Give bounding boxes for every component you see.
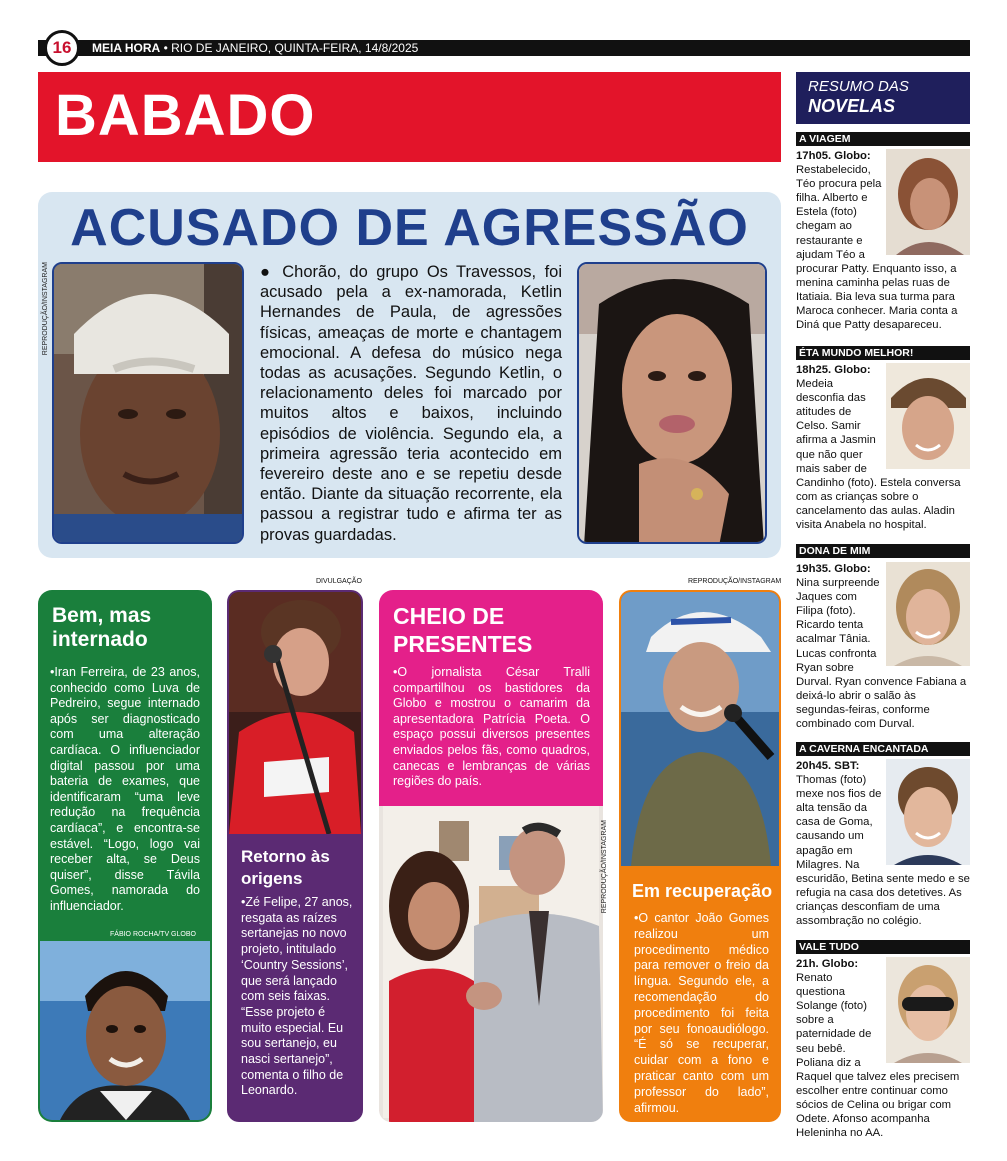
- novela-time: 21h. Globo:: [796, 958, 859, 970]
- novela-summary: [796, 957, 970, 1140]
- story-title: Retorno às origens: [241, 847, 330, 888]
- novela-name: A CAVERNA ENCANTADA: [796, 742, 970, 756]
- photo-credit: DIVULGAÇÃO: [316, 578, 362, 585]
- story-title: Em recuperação: [632, 881, 773, 901]
- photo-credit: REPRODUÇÃO/INSTAGRAM: [601, 820, 608, 914]
- photo-credit: FÁBIO ROCHA/TV GLOBO: [110, 931, 196, 938]
- photo-thomas: [886, 759, 970, 865]
- photo-credit: REPRODUÇÃO/INSTAGRAM: [42, 262, 49, 356]
- novela-summary: [796, 363, 970, 532]
- photo-candinho: [886, 363, 970, 469]
- photo-ketlin: [577, 262, 767, 544]
- photo-iran-ferreira: [40, 941, 210, 1120]
- novela-text: Restabelecido, Téo procura pela filha. Alberto e Estela (foto) chegam ao restaurante e ajudam Téo a procurar Patty. Enquanto isso, a menina caminha pelas ruas de Itatiaia. Bia leva sua turma para Maroca conhecer. Maria conta a Diná que Patty desapareceu.: [796, 164, 958, 332]
- story-title: CHEIO DE PRESENTES: [393, 603, 533, 657]
- novela-summary: [796, 562, 970, 731]
- dateline: [92, 41, 418, 55]
- novela-summary: [796, 149, 970, 332]
- novela-text: Renato questiona Solange (foto) sobre a paternidade de seu bebê. Poliana diz a Raquel que talvez eles precisem escolher entre continuar como sócios de Celina ou brigar com Odete. Afonso acompanha Heleninha no AA.: [796, 972, 960, 1140]
- photo-estela: [886, 149, 970, 255]
- photo-cesar-tralli-patricia-poeta: [379, 806, 603, 1122]
- novela-name: DONA DE MIM: [796, 544, 970, 558]
- sidebar-heading-strong: NOVELAS: [808, 96, 896, 116]
- paper-name: MEIA HORA: [92, 41, 161, 55]
- main-headline: ACUSADO DE AGRESSÃO: [70, 199, 749, 257]
- novela-text: Nina surpreende Jaques com Filipa (foto). Ricardo tenta acalmar Tânia. Lucas confronta Ryan sobre Durval. Ryan convence Fabiana a deixá-lo abrir o salão às segundas-feiras, conforme combinado com Durval.: [796, 577, 967, 731]
- photo-filipa: [886, 562, 970, 666]
- novela-name: A VIAGEM: [796, 132, 970, 146]
- story-body: •O cantor João Gomes realizou um procedimento médico para remover o freio da língua. Segundo ele, a recomendação do procedimento foi feita por seu fonoaudiólogo. “É só se recuperar, cuidar com a fono e praticar canto com um professor do lado”, afirmou.: [634, 911, 769, 1115]
- novela-name: VALE TUDO: [796, 940, 970, 954]
- novela-text: Medeia desconfia das atitudes de Celso. Samir afirma a Jasmin que não quer mais saber de Candinho (foto). Estela conversa com as crianças sobre o cancelamento das aulas. Aladin visita Anabela no hospital.: [796, 378, 961, 532]
- sidebar-heading: RESUMO DAS: [808, 78, 909, 95]
- photo-joao-gomes: [621, 592, 779, 866]
- novela-time: 17h05. Globo:: [796, 150, 871, 162]
- main-story-text: Chorão, do grupo Os Travessos, foi acusado pela a ex-namorada, Ketlin Hernandes de Paula, de agressões físicas, ameaças de morte e chantagem emocional. A defesa do músico nega todas as acusações. Segundo Ketlin, o relacionamento deles foi marcado por muitos altos e baixos, incluindo episódios de violência. Segundo ela, a primeira agressão teria acontecido em fevereiro deste ano e se repetiu desde então. Diante da situação recorrente, ela passou a registrar tudo e afirma ter as provas guardadas.: [260, 263, 562, 544]
- main-story-body: [260, 262, 562, 545]
- novela-summary: [796, 759, 970, 928]
- section-title: BABADO: [55, 83, 316, 148]
- novela-time: 18h25. Globo:: [796, 364, 871, 376]
- page-number: 16: [44, 30, 80, 66]
- story-body: •Iran Ferreira, de 23 anos, conhecido como Luva de Pedreiro, segue internado após ser diagnosticado com uma alteração cardíaca. O influenciador digital passou por uma bateria de exames, que identificaram “uma leve redução na frequência cardíaca”, e encontra-se estável. “Logo, logo vai receber alta, se Deus quiser”, disse Távila Gomes, namorada do influenciador.: [50, 665, 200, 913]
- bullet-icon: ●: [260, 263, 274, 281]
- photo-credit: REPRODUÇÃO/INSTAGRAM: [688, 578, 782, 585]
- story-body: •O jornalista César Tralli compartilhou os bastidores da Globo e mostrou o camarim da apresentadora Patrícia Poeta. O espaço possui diversos presentes enviados pelos fãs, como quadros, canecas e lembranças de várias regiões do país.: [393, 665, 590, 789]
- story-body: •Zé Felipe, 27 anos, resgata as raízes sertanejas no novo projeto, intitulado ‘Country Sessions’, que será lançado com seis faixas. “Esse projeto é muito especial. Eu sou sertanejo, eu nasci sertanejo”, comenta o filho de Leonardo.: [241, 895, 353, 1098]
- photo-chorao: [52, 262, 244, 544]
- novela-name: ÉTA MUNDO MELHOR!: [796, 346, 970, 360]
- dateline-text: • RIO DE JANEIRO, QUINTA-FEIRA, 14/8/2025: [163, 41, 419, 55]
- photo-ze-felipe: [229, 592, 361, 834]
- story-title: Bem, mas internado: [52, 604, 152, 651]
- photo-solange: [886, 957, 970, 1063]
- novela-time: 19h35. Globo:: [796, 563, 871, 575]
- novela-text: Thomas (foto) mexe nos fios de alta tensão da casa de Goma, causando um apagão em Milagres. Na escuridão, Betina sente medo e se refugia na casa dos detetives. As crianças desconfiam de uma assombração no colégio.: [796, 774, 970, 928]
- novela-time: 20h45. SBT:: [796, 760, 860, 772]
